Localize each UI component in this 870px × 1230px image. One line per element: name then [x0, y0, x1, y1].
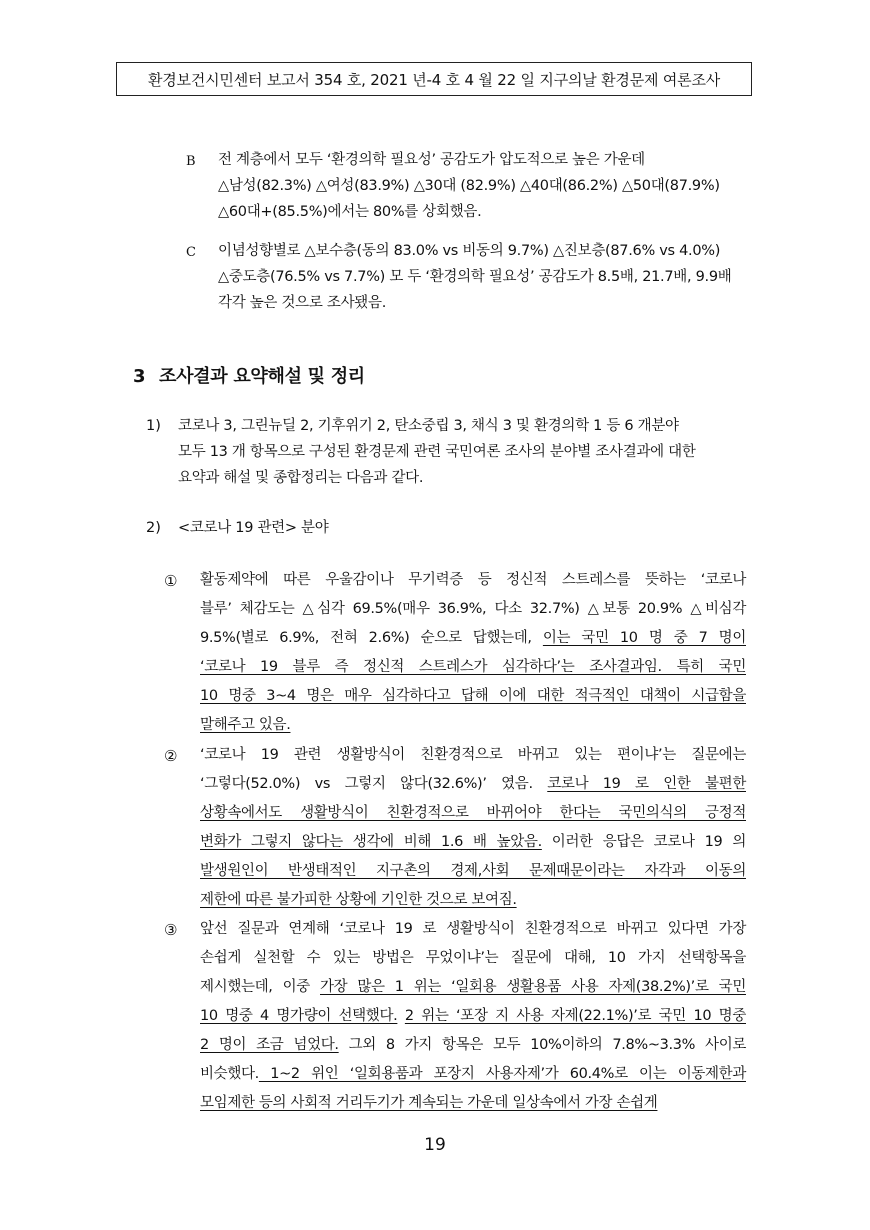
item-2-marker: ②: [164, 747, 178, 765]
item-line: [200, 595, 746, 624]
text-segment: 그외 8 가지 항목은 모두 10%이하의 7.8%~3.3% 사이로: [338, 1037, 747, 1053]
underlined-text: 2 명이 조금 넘었다.: [200, 1037, 339, 1053]
underlined-text: 제한에 따른 불가피한 상황에 기인한 것으로 보여짐.: [200, 892, 517, 908]
underlined-text: 이는 국민 10 명 중 7 명이: [542, 630, 746, 646]
text-segment: 손쉽게 실천할 수 있는 방법은 무었이냐’는 질문에 대해, 10 가지 선택항목을: [200, 950, 746, 966]
underlined-text: 10 명중 3~4 명은 매우 심각하다고 답해 이에 대한 적극적인 대책이 시급함을: [200, 688, 746, 704]
item-line: [200, 711, 746, 740]
item-line: [200, 799, 746, 828]
text-segment: ‘코로나 19 관련 생활방식이 친환경적으로 바뀌고 있는 편이냐’는 질문에는: [200, 747, 746, 763]
item-line: [200, 886, 746, 915]
underlined-text: 발생원인이 반생태적인 지구촌의 경제,사회 문제때문이라는 자각과 이동의: [200, 863, 746, 879]
bullet-marker-b: B: [186, 154, 196, 169]
paragraph-2-label: 2): [146, 520, 161, 536]
item-line: [200, 973, 746, 1002]
text-segment: 블루’ 체감도는 △심각 69.5%(매우 36.9%, 다소 32.7%) △보통 20.9% △비심각: [200, 601, 746, 617]
section-title: 조사결과 요약해설 및 정리: [159, 366, 365, 387]
paragraph-1-text: [178, 413, 744, 491]
item-line: [200, 944, 746, 973]
item-line: [200, 624, 746, 653]
text-segment: 비슷했다.: [200, 1066, 259, 1082]
page-number: 19: [424, 1135, 446, 1155]
paragraph-1-label: 1): [146, 418, 161, 434]
underlined-text: 말해주고 있음.: [200, 717, 291, 733]
text-segment: [397, 1008, 404, 1024]
item-line: [200, 857, 746, 886]
bullet-b-line: △60대+(85.5%)에서는 80%를 상회했음.: [218, 204, 482, 220]
report-header: [116, 62, 752, 96]
text-segment: ‘그렇다(52.0%) vs 그렇지 않다(32.6%)’ 였음.: [200, 776, 548, 792]
item-line: [200, 1031, 746, 1060]
item-3-text: [200, 915, 746, 1118]
paragraph-line: <코로나 19 관련> 분야: [178, 520, 329, 536]
item-line: [200, 1060, 746, 1089]
item-3-marker: ③: [164, 921, 178, 939]
item-1-text: [200, 566, 746, 740]
report-header-title: 환경보건시민센터 보고서 354 호, 2021 년-4 호 4 월 22 일 지구의날 환경문제 여론조사: [147, 70, 721, 89]
paragraph-line: 요약과 해설 및 종합정리는 다음과 같다.: [178, 470, 424, 486]
underlined-text: 10 명중 4 명가량이 선택했다.: [200, 1008, 398, 1024]
item-line: [200, 770, 746, 799]
bullet-c-line: 각각 높은 것으로 조사됐음.: [218, 295, 387, 311]
item-line: [200, 1002, 746, 1031]
text-segment: 앞선 질문과 연계해 ‘코로나 19 로 생활방식이 친환경적으로 바뀌고 있다면 가장: [200, 921, 746, 937]
item-line: [200, 915, 746, 944]
item-line: [200, 1089, 746, 1118]
bullet-c-line: 이념성향별로 △보수층(동의 83.0% vs 비동의 9.7%) △진보층(87.6% vs 4.0%): [218, 243, 721, 259]
text-segment: 이러한 응답은 코로나 19 의: [541, 834, 746, 850]
bullet-c-text: [218, 238, 742, 316]
item-line: [200, 653, 746, 682]
paragraph-line: 모두 13 개 항목으로 구성된 환경문제 관련 국민여론 조사의 분야별 조사결과에 대한: [178, 444, 696, 460]
underlined-text: 모임제한 등의 사회적 거리두기가 계속되는 가운데 일상속에서 가장 손쉽게: [200, 1095, 658, 1111]
bullet-b-line: 전 계층에서 모두 ‘환경의학 필요성’ 공감도가 압도적으로 높은 가운데: [218, 152, 645, 168]
underlined-text: 변화가 그렇지 않다는 생각에 비해 1.6 배 높았음.: [200, 834, 542, 850]
item-line: [200, 828, 746, 857]
text-segment: 9.5%(별로 6.9%, 전혀 2.6%) 순으로 답했는데,: [200, 630, 543, 646]
section-heading: [133, 362, 365, 388]
underlined-text: 2 위는 ‘포장 지 사용 자제(22.1%)’로 국민 10 명중: [404, 1008, 746, 1024]
bullet-marker-c: C: [186, 245, 196, 260]
bullet-c-line: △중도층(76.5% vs 7.7%) 모 두 ‘환경의학 필요성’ 공감도가 8.5배, 21.7배, 9.9배: [218, 269, 732, 285]
item-line: [200, 682, 746, 711]
underlined-text: 상황속에서도 생활방식이 친환경적으로 바뀌어야 한다는 국민의식의 긍정적: [200, 805, 746, 821]
underlined-text: 1~2 위인 ‘일회용품과 포장지 사용자제’가 60.4%로 이는 이동제한과: [258, 1066, 746, 1082]
item-line: [200, 566, 746, 595]
paragraph-line: 코로나 3, 그린뉴딜 2, 기후위기 2, 탄소중립 3, 채식 3 및 환경의학 1 등 6 개분야: [178, 418, 679, 434]
bullet-b-text: [218, 147, 742, 225]
underlined-text: 코로나 19 로 인한 불편한: [547, 776, 746, 792]
bullet-b-line: △남성(82.3%) △여성(83.9%) △30대 (82.9%) △40대(86.2%) △50대(87.9%): [218, 178, 720, 194]
item-2-text: [200, 741, 746, 915]
item-1-marker: ①: [164, 572, 178, 590]
underlined-text: 가장 많은 1 위는 ‘일회용 생활용품 사용 자제(38.2%)’로 국민: [320, 979, 746, 995]
section-number: 3: [133, 366, 146, 387]
text-segment: 제시했는데, 이중: [200, 979, 320, 995]
text-segment: 활동제약에 따른 우울감이나 무기력증 등 정신적 스트레스를 뜻하는 ‘코로나: [200, 572, 746, 588]
item-line: [200, 741, 746, 770]
underlined-text: ‘코로나 19 블루 즉 정신적 스트레스가 심각하다’는 조사결과임. 특히 국민: [200, 659, 746, 675]
paragraph-2-text: [178, 515, 744, 541]
